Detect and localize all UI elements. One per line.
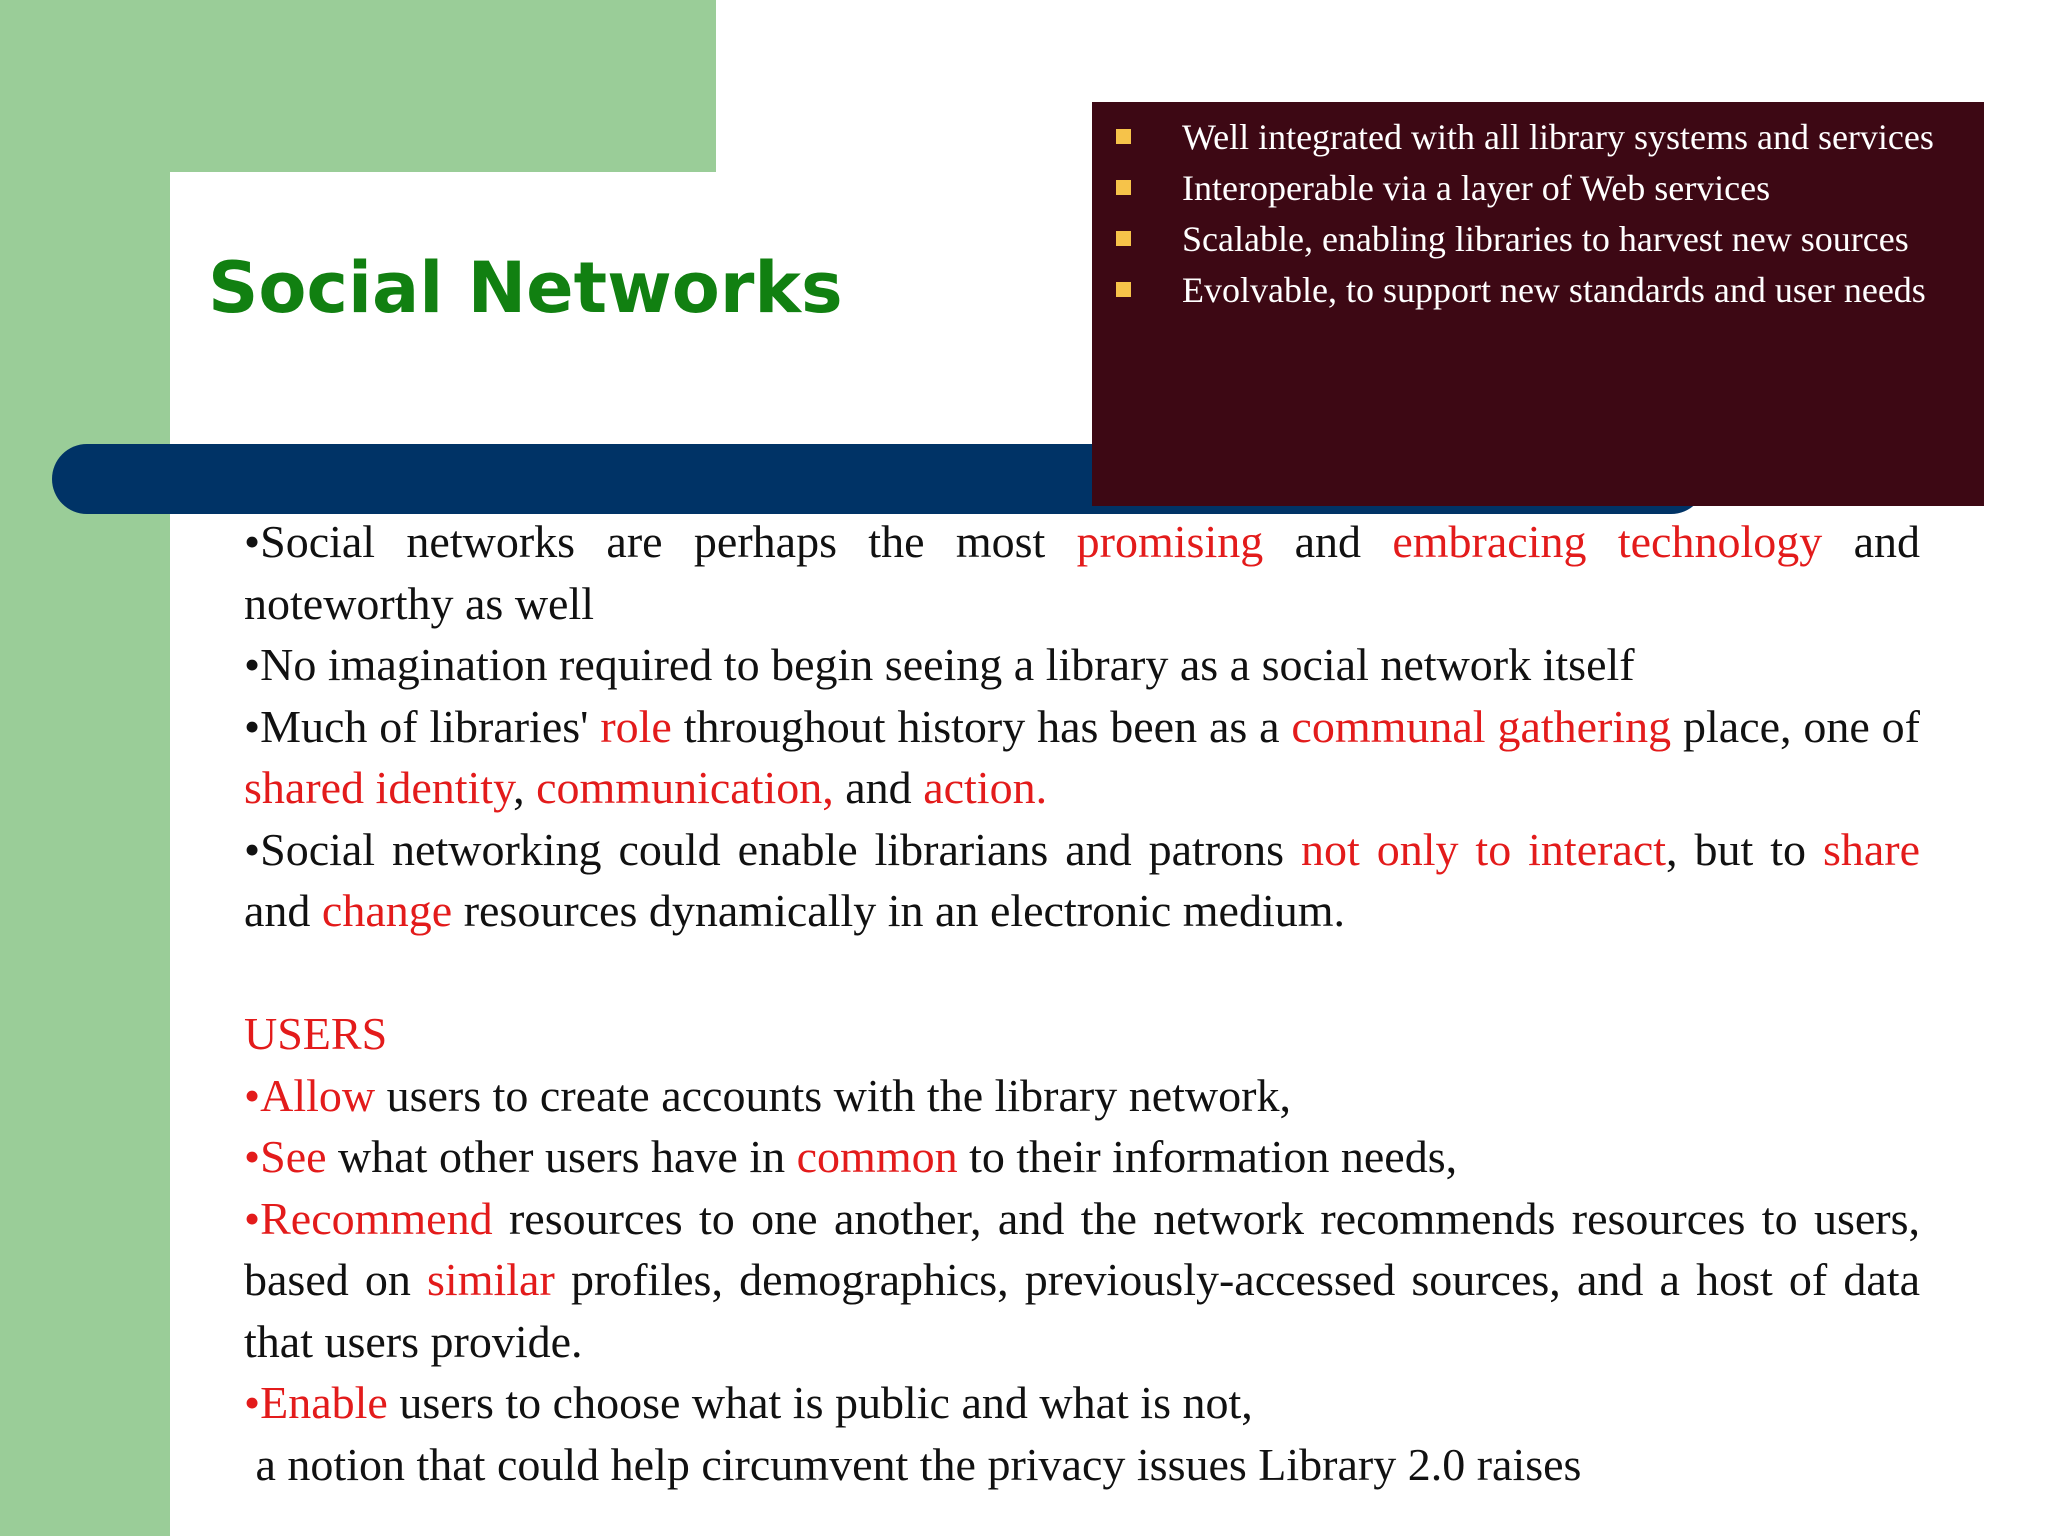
highlight-text: role	[600, 700, 672, 752]
users-bullet-continuation: a notion that could help circumvent the privacy issues Library 2.0 raises	[244, 1438, 1582, 1490]
body-paragraph: •Much of libraries' role throughout history has been as a communal gathering place, one of shared identity, communication, and action.	[244, 700, 1920, 813]
highlight-text: common	[796, 1131, 958, 1182]
highlight-text: shared identity	[244, 762, 514, 813]
users-bullet: •Recommend resources to one another, and the network recommends resources to users, based on similar profiles, demographics, previously-accessed sources, and a host of data that users provide.	[244, 1192, 1920, 1367]
highlight-text: Enable	[260, 1377, 388, 1428]
square-bullet-icon	[1116, 282, 1131, 297]
callout-item-text: Evolvable, to support new standards and user needs	[1182, 270, 1926, 310]
callout-item-text: Well integrated with all library systems and services	[1182, 117, 1934, 157]
users-bullet: •Enable users to choose what is public and what is not,	[244, 1377, 1253, 1428]
highlight-text: not only to interact	[1300, 823, 1667, 875]
users-bullet: •See what other users have in common to their information needs,	[244, 1131, 1458, 1182]
square-bullet-icon	[1116, 231, 1131, 246]
paragraph-spacer	[244, 942, 1920, 1004]
highlight-text: promising	[1076, 516, 1264, 567]
square-bullet-icon	[1116, 129, 1131, 144]
callout-item	[1116, 218, 1944, 261]
highlight-text: change	[321, 885, 453, 936]
body-paragraph: •No imagination required to begin seeing a library as a social network itself	[244, 639, 1635, 690]
green-top-band	[0, 0, 716, 172]
green-sidebar-band	[0, 0, 170, 1536]
highlight-text: communication,	[536, 762, 834, 813]
highlight-text: Recommend	[260, 1192, 493, 1244]
users-heading: USERS	[244, 1008, 388, 1059]
body-paragraph: •Social networks are perhaps the most promising and embracing technology and noteworthy as well	[244, 516, 1920, 629]
highlight-text: share	[1822, 823, 1920, 875]
highlight-text: communal gathering	[1291, 700, 1672, 752]
callout-item-text: Scalable, enabling libraries to harvest new sources	[1182, 219, 1909, 259]
callout-item	[1116, 167, 1944, 210]
highlight-text: Allow	[260, 1069, 376, 1121]
slide-body	[244, 511, 1920, 1495]
highlight-text: See	[260, 1131, 327, 1182]
highlight-text: embracing technology	[1392, 516, 1823, 567]
callout-list	[1116, 116, 1944, 312]
highlight-text: similar	[427, 1254, 555, 1305]
users-bullet: •Allow users to create accounts with the library network,	[244, 1069, 1291, 1121]
slide-title: Social Networks	[208, 247, 843, 329]
callout-item	[1116, 116, 1944, 159]
body-paragraph: •Social networking could enable librarians and patrons not only to interact, but to share and change resources dynamically in an electronic medium.	[244, 823, 1920, 936]
highlight-text: action.	[923, 762, 1048, 813]
callout-item-text: Interoperable via a layer of Web services	[1182, 168, 1771, 208]
square-bullet-icon	[1116, 180, 1131, 195]
callout-item	[1116, 269, 1944, 312]
callout-box	[1092, 102, 1984, 506]
